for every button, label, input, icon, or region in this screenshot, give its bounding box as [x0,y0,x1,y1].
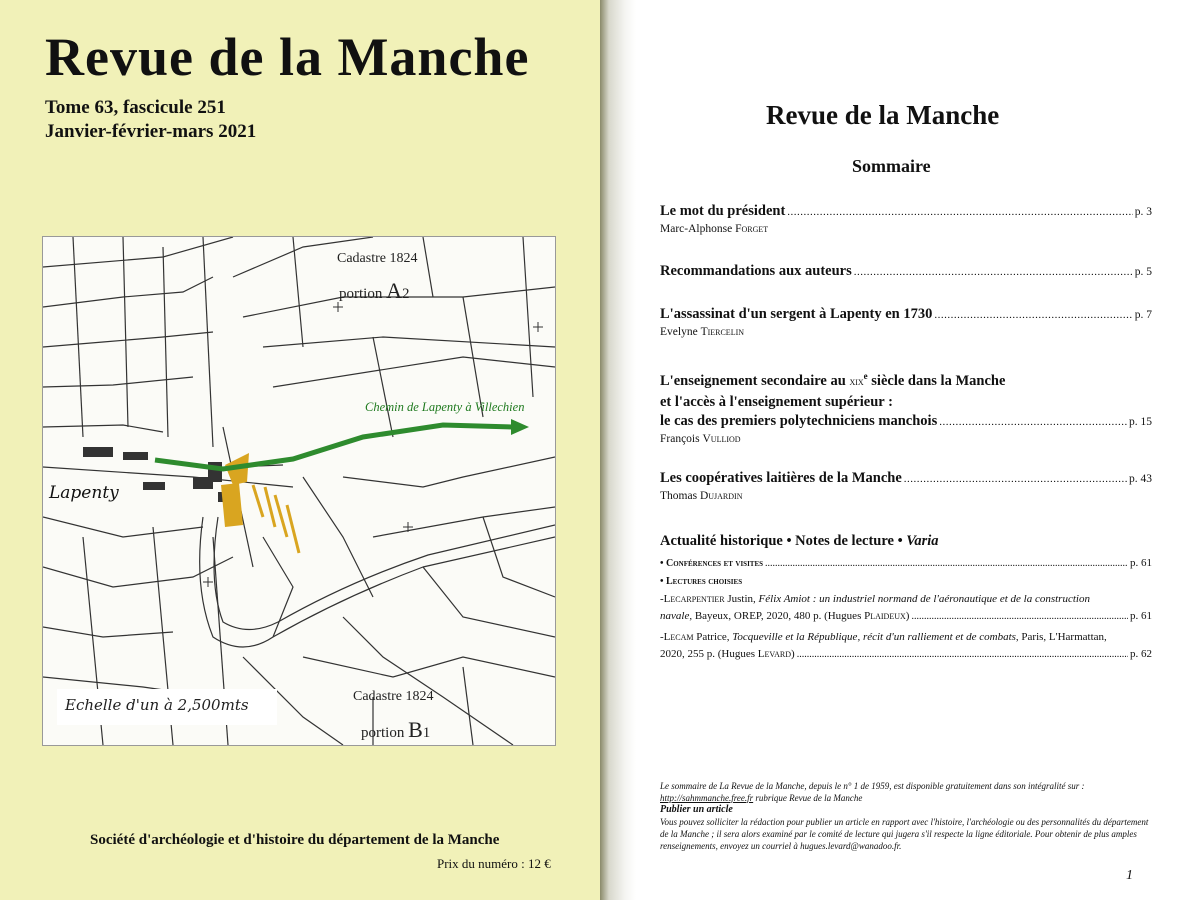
toc-entry [660,305,1152,338]
cadastre-b-label: Cadastre 1824 [353,689,434,704]
cover-title: Revue de la Manche [45,27,530,87]
footnote-availability: Le sommaire de La Revue de la Manche, depuis le n° 1 de 1959, est disponible gratuitement dans son intégralité sur : http://sahmmanche.free.fr rubrique Revue de la Manche [660,781,1085,803]
cover-tome: Tome 63, fascicule 251 [45,97,226,118]
website-link[interactable]: http://sahmmanche.free.fr [660,793,754,803]
toc-entry-row [660,202,1152,220]
toc-entry-row [660,469,1152,487]
entry-page: p. 15 [1129,415,1152,428]
leader-dots [765,553,1128,571]
conferences-row [660,553,1152,571]
publisher-society: Société d'archéologie et d'histoire du département de la Manche [90,832,500,848]
entry-author: Marc-Alphonse Forget [660,223,769,235]
leader-dots [904,469,1127,487]
lectures-heading: • Lectures choisies [660,576,743,587]
lecture-page: p. 61 [1130,610,1152,622]
entry-author: François Vulliod [660,432,741,445]
issue-price: Prix du numéro : 12 € [437,856,551,871]
cover-date: Janvier-février-mars 2021 [45,121,257,142]
entry-title: Les coopératives laitières de la Manche [660,470,902,486]
actualite-section [660,531,1152,663]
toc-entry-row [660,305,1152,323]
toc-entry-row [660,412,1152,430]
entry-title: Recommandations aux auteurs [660,263,852,279]
lecture-item: -Lecarpentier Justin, Félix Amiot : un industriel normand de l'aéronautique et de la construction navale, Bayeux, OREP, 2020, 480 p. (Hugues Plaideux) ..... p. 61 [660,591,1152,625]
conferences-label: • Conférences et visites [660,558,764,569]
page-number: 1 [1126,868,1133,883]
cadastre-map [42,236,556,746]
toc-entry [660,202,1152,235]
entry-title: L'assassinat d'un sergent à Lapenty en 1730 [660,306,933,322]
entry-title: Le mot du président [660,203,786,219]
leader-dots [934,305,1132,323]
entry-page: p. 5 [1134,266,1152,278]
book-spine-shadow [600,0,636,900]
entry-title-line2: et l'accès à l'enseignement supérieur : [660,393,893,410]
entry-page: p. 3 [1134,206,1152,218]
toc-entry [660,262,1152,280]
cadastre-map-drawing [43,237,555,745]
entry-author: Evelyne Tiercelin [660,326,745,338]
leader-dots [854,262,1133,280]
conferences-page: p. 61 [1130,557,1152,569]
entry-page: p. 7 [1134,309,1152,321]
lecture-item: -Lecam Patrice, Tocqueville et la République, récit d'un ralliement et de combats, Paris, L'Harmattan, 2020, 255 p. (Hugues Levard) ..... p. 62 [660,629,1152,663]
cadastre-a-label: Cadastre 1824 [337,251,418,266]
village-label: Lapenty [49,483,119,503]
road-label: Chemin de Lapenty à Villechien [365,400,525,414]
leader-dots [939,412,1127,430]
contents-page [636,0,1200,900]
entry-title: le cas des premiers polytechniciens manchois [660,412,938,429]
footnote-heading: Publier un article [660,804,733,815]
leader-dots [787,202,1132,220]
scale-label: Echelle d'un à 2,500mts [57,689,277,725]
cadastre-a-portion: portion A2 [339,278,410,303]
toc-title: Revue de la Manche [766,100,1000,130]
footnote-body: Vous pouvez solliciter la rédaction pour publier un article en rapport avec l'histoire, l'archéologie ou des personnalités du département de la Manche ; il sera alors examiné par le comité de lecture qui jugera s'il respecte la ligne éditoriale. Pour obtenir de plus amples renseignements, envoyez un courriel à hugues.levard@wanadoo.fr. [660,817,1149,851]
actualite-title: Actualité historique • Notes de lecture • Varia [660,533,939,549]
cadastre-b-portion: portion B1 [361,717,431,742]
toc-heading: Sommaire [852,156,931,176]
lecture-page: p. 62 [1130,648,1152,660]
footnote [660,780,1150,852]
toc-entry-row [660,262,1152,280]
entry-title-line1: L'enseignement secondaire au xix$^e$ siècle dans la Manche [660,371,1006,389]
toc-entry [660,469,1152,502]
entry-page: p. 43 [1129,473,1152,485]
toc-entry [660,366,1152,445]
entry-author: Thomas Dujardin [660,490,743,502]
